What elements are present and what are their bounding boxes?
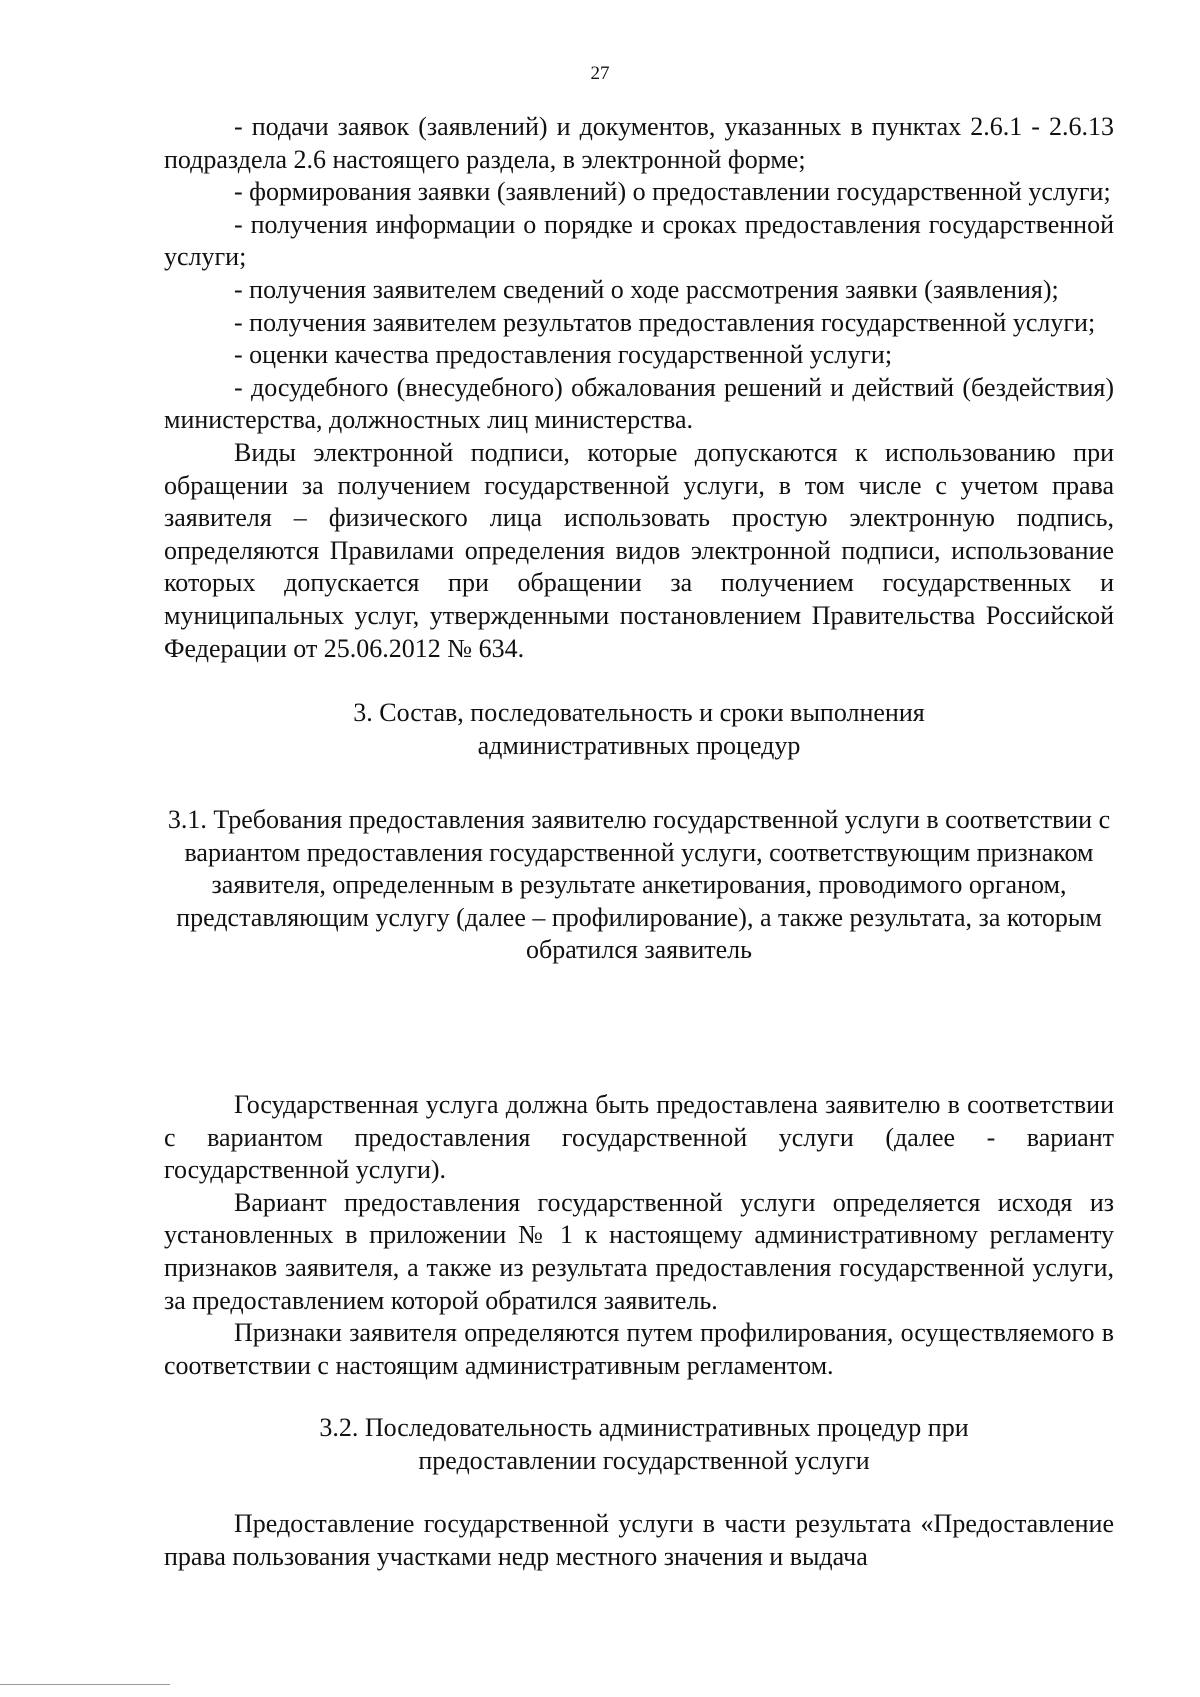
section-3-2-heading: 3.2. Последовательность административных процедур при предоставлении государственной услуги xyxy=(319,1413,969,1475)
paragraph: Государственная услуга должна быть предоставлена заявителю в соответствии с вариантом предоставления государственной услуги (далее - вариант государственной услуги). xyxy=(164,1090,1114,1185)
section-3-1-heading: 3.1. Требования предоставления заявителю государственной услуги в соответствии с вариантом предоставления государственной услуги, соответствующим признаком заявителя, определенным в результате анкетирования, проводимого органом, представляющим услугу (далее – профилирование), а также результата, за которым обратился заявитель xyxy=(167,805,1111,965)
signature-paragraph: Виды электронной подписи, которые допускаются к использованию при обращении за получением государственной услуги, в том числе с учетом права заявителя – физического лица использовать простую электронную подпись, определяются Правилами определения видов электронной подписи, использование которых допускается при обращении за получением государственных и муниципальных услуг, утвержденными постановлением Правительства Российской Федерации от 25.06.2012 № 634. xyxy=(164,437,1114,663)
section-3-heading: 3. Состав, последовательность и сроки выполнения административных процедур xyxy=(353,698,925,760)
list-item: - получения заявителем сведений о ходе рассмотрения заявки (заявления); xyxy=(234,274,1059,304)
list-item: - подачи заявок (заявлений) и документов, указанных в пунктах 2.6.1 - 2.6.13 подраздела 2.6 настоящего раздела, в электронной форме; xyxy=(164,112,1114,174)
list-item: - получения заявителем результатов предоставления государственной услуги; xyxy=(234,307,1096,337)
list-item: - оценки качества предоставления государственной услуги; xyxy=(234,340,893,370)
section-3-2 xyxy=(164,1412,1114,1477)
section-3-1 xyxy=(164,804,1114,967)
scan-edge-line xyxy=(0,1684,170,1685)
service-functions-list xyxy=(164,111,1114,762)
paragraph: Предоставление государственной услуги в части результата «Предоставление права пользования участками недр местного значения и выдача xyxy=(164,1509,1114,1571)
section-3-1-body xyxy=(164,1089,1114,1382)
list-item: - досудебного (внесудебного) обжалования решений и действий (бездействия) министерства, должностных лиц министерства. xyxy=(164,372,1114,435)
list-item: - получения информации о порядке и сроках предоставления государственной услуги; xyxy=(164,209,1114,272)
paragraph: Вариант предоставления государственной услуги определяется исходя из установленных в приложении № 1 к настоящему административному регламенту признаков заявителя, а также из результата предоставления государственной услуги, за предоставлением которой обратился заявитель. xyxy=(164,1187,1114,1315)
section-3-2-body xyxy=(164,1508,1114,1573)
page-number: 27 xyxy=(590,63,610,84)
paragraph: Признаки заявителя определяются путем профилирования, осуществляемого в соответствии с настоящим административным регламентом. xyxy=(164,1318,1114,1380)
list-item: - формирования заявки (заявлений) о предоставлении государственной услуги; xyxy=(234,177,1111,207)
